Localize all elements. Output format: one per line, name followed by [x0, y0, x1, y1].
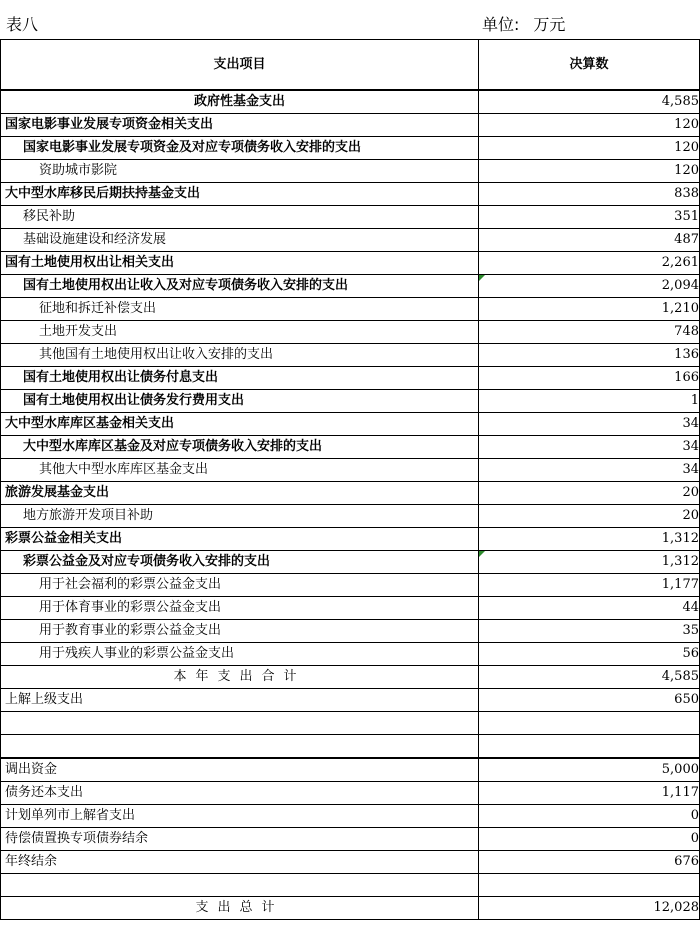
row-item-name: 计划单列市上解省支出 [1, 805, 479, 828]
row-item-name: 其他大中型水库库区基金支出 [1, 459, 479, 482]
row-item-name: 国家电影事业发展专项资金及对应专项债务收入安排的支出 [1, 137, 479, 160]
row-item-name: 彩票公益金及对应专项债务收入安排的支出 [1, 551, 479, 574]
table-row [1, 183, 700, 206]
row-item-value: 487 [479, 229, 700, 252]
row-item-value [479, 712, 700, 735]
row-item-name: 大中型水库库区基金及对应专项债务收入安排的支出 [1, 436, 479, 459]
table-row [1, 344, 700, 367]
row-item-name [1, 712, 479, 735]
table-row-grand-total [1, 897, 700, 920]
row-item-value: 56 [479, 643, 700, 666]
row-item-value: 0 [479, 805, 700, 828]
row-item-name: 国家电影事业发展专项资金相关支出 [1, 114, 479, 137]
table-row [1, 367, 700, 390]
row-item-value: 1,117 [479, 782, 700, 805]
row-item-name: 调出资金 [1, 758, 479, 782]
table-row-empty [1, 874, 700, 897]
row-item-value: 650 [479, 689, 700, 712]
table-row [1, 482, 700, 505]
row-item-name: 其他国有土地使用权出让收入安排的支出 [1, 344, 479, 367]
row-item-name: 待偿债置换专项债券结余 [1, 828, 479, 851]
row-item-name: 用于社会福利的彩票公益金支出 [1, 574, 479, 597]
row-item-value: 34 [479, 459, 700, 482]
row-item-value: 120 [479, 114, 700, 137]
row-item-name: 上解上级支出 [1, 689, 479, 712]
row-item-value: 120 [479, 137, 700, 160]
row-item-name: 基础设施建设和经济发展 [1, 229, 479, 252]
row-item-value: 20 [479, 482, 700, 505]
table-row [1, 828, 700, 851]
table-row [1, 805, 700, 828]
row-item-value: 20 [479, 505, 700, 528]
row-item-name: 土地开发支出 [1, 321, 479, 344]
row-item-value: 0 [479, 828, 700, 851]
table-row [1, 321, 700, 344]
row-item-name: 资助城市影院 [1, 160, 479, 183]
expenditure-table [0, 39, 700, 920]
table-row [1, 275, 700, 298]
column-header-amount: 决算数 [479, 40, 700, 91]
table-row [1, 689, 700, 712]
row-item-value: 34 [479, 436, 700, 459]
row-item-name: 地方旅游开发项目补助 [1, 505, 479, 528]
table-row [1, 114, 700, 137]
table-row-empty [1, 735, 700, 759]
unit-note [482, 12, 565, 35]
row-item-value: 35 [479, 620, 700, 643]
column-header-item: 支出项目 [1, 40, 479, 91]
table-row [1, 528, 700, 551]
row-item-value: 5,000 [479, 758, 700, 782]
table-row [1, 459, 700, 482]
row-item-value: 166 [479, 367, 700, 390]
row-item-value: 1,312 [479, 551, 700, 574]
table-row [1, 574, 700, 597]
row-item-name: 支出总计 [1, 897, 479, 920]
table-row [1, 206, 700, 229]
table-row-empty [1, 712, 700, 735]
row-item-name: 用于体育事业的彩票公益金支出 [1, 597, 479, 620]
table-row [1, 229, 700, 252]
row-item-value: 2,261 [479, 252, 700, 275]
table-row [1, 252, 700, 275]
row-item-value: 136 [479, 344, 700, 367]
table-row [1, 758, 700, 782]
table-row [1, 597, 700, 620]
row-item-value: 120 [479, 160, 700, 183]
row-item-name: 国有土地使用权出让收入及对应专项债务收入安排的支出 [1, 275, 479, 298]
table-row [1, 551, 700, 574]
row-item-value: 351 [479, 206, 700, 229]
row-item-name: 国有土地使用权出让债务发行费用支出 [1, 390, 479, 413]
table-row [1, 505, 700, 528]
row-item-name: 旅游发展基金支出 [1, 482, 479, 505]
unit-value: 万元 [533, 15, 566, 34]
row-item-value: 44 [479, 597, 700, 620]
table-row [1, 643, 700, 666]
row-item-name: 彩票公益金相关支出 [1, 528, 479, 551]
row-item-name [1, 874, 479, 897]
row-item-value: 1,177 [479, 574, 700, 597]
table-row [1, 390, 700, 413]
row-item-name: 大中型水库移民后期扶持基金支出 [1, 183, 479, 206]
table-row [1, 782, 700, 805]
row-item-name: 征地和拆迁补偿支出 [1, 298, 479, 321]
row-item-value: 1,210 [479, 298, 700, 321]
row-item-value: 838 [479, 183, 700, 206]
table-row [1, 436, 700, 459]
row-item-value: 676 [479, 851, 700, 874]
row-item-name: 移民补助 [1, 206, 479, 229]
table-row [1, 413, 700, 436]
row-item-value: 2,094 [479, 275, 700, 298]
table-number: 表八 [6, 15, 39, 34]
row-item-value: 12,028 [479, 897, 700, 920]
row-item-value: 748 [479, 321, 700, 344]
row-item-name: 年终结余 [1, 851, 479, 874]
row-item-name [1, 735, 479, 759]
row-item-value: 4,585 [479, 666, 700, 689]
row-item-name: 用于教育事业的彩票公益金支出 [1, 620, 479, 643]
row-item-value: 4,585 [479, 90, 700, 114]
row-item-name: 债务还本支出 [1, 782, 479, 805]
table-row [1, 620, 700, 643]
table-row [1, 90, 700, 114]
row-item-value: 1,312 [479, 528, 700, 551]
table-row-subtotal [1, 666, 700, 689]
table-header-row [1, 40, 700, 91]
row-item-value: 1 [479, 390, 700, 413]
row-item-name: 用于残疾人事业的彩票公益金支出 [1, 643, 479, 666]
table-row [1, 160, 700, 183]
row-item-name: 大中型水库库区基金相关支出 [1, 413, 479, 436]
table-row [1, 137, 700, 160]
row-item-name: 政府性基金支出 [1, 90, 479, 114]
table-row [1, 851, 700, 874]
table-row [1, 298, 700, 321]
row-item-value [479, 874, 700, 897]
row-item-name: 国有土地使用权出让债务付息支出 [1, 367, 479, 390]
row-item-name: 国有土地使用权出让相关支出 [1, 252, 479, 275]
row-item-value: 34 [479, 413, 700, 436]
row-item-name: 本年支出合计 [1, 666, 479, 689]
row-item-value [479, 735, 700, 759]
unit-label: 单位: [482, 15, 520, 34]
